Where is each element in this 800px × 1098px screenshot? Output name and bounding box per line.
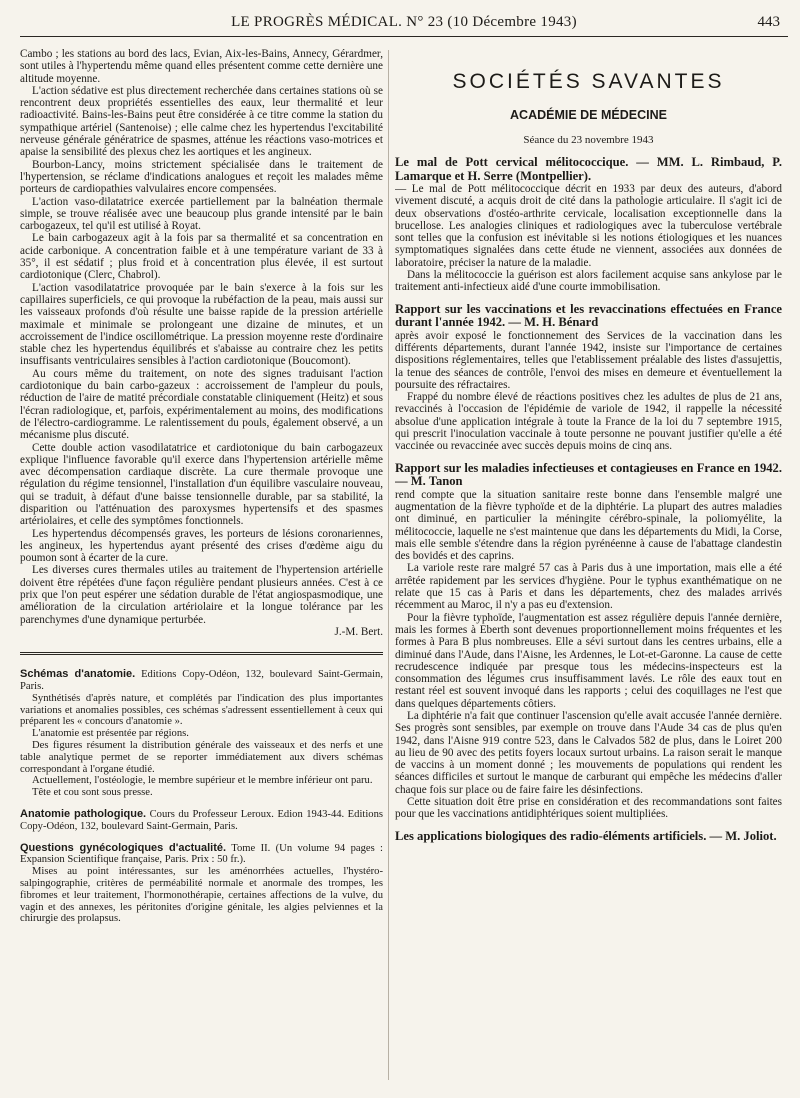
page-header <box>20 10 788 37</box>
body-paragraph: Les diverses cures thermales utiles au traitement de l'hypertension artérielle doivent être répétées d'une façon régulière pendant plusieurs années. C'est à ce prix que l'on peut espérer une sédation durable de l'état angiospasmodique, une amélioration de la circulation artériolaire et la longue tolérance par les parenchymes d'une dynamique perturbée. <box>20 564 383 626</box>
article <box>395 462 782 821</box>
article <box>395 830 782 844</box>
review-publisher: Cours du Professeur Leroux. Edion 1943-44. Editions Copy-Odéon, 132, boulevard Saint-Germain, Paris. <box>20 809 383 832</box>
review-heading <box>20 809 383 833</box>
review-paragraph: Tête et cou sont sous presse. <box>32 787 153 799</box>
body-paragraph: L'action vaso-dilatatrice exercée partiellement par la balnéation thermale simple, se trouve réalisée avec une beaucoup plus grande intensité par le bain carbogazeux, tel qu'il est utilisé à Royat. <box>20 195 383 233</box>
column-divider <box>388 50 389 1080</box>
left-column <box>20 48 383 1088</box>
article-title: Les applications biologiques des radio-éléments artificiels. — M. Joliot. <box>395 828 777 843</box>
book-review <box>20 669 383 799</box>
article-paragraph: La diphtérie n'a fait que continuer l'ascension qu'elle avait accusée l'année dernière. Ses progrès sont sensibles, par exemple on trouve dans l'Aude 34 cas de plus qu'en 1942, dans l'Aisne 919 contre 523, dans le Calvados 582 de plus, dans le Loiret 200 au lieu de 90 avec des petits foyers locaux surtout urbains. La raison serait le manque de vaccins à un moment donné ; les mouvements de populations qui rendent les séances difficiles et surtout le manque de carburant qui empêche les médecins d'aller chaque fois sur place ou de faire faire les désinfections. <box>395 709 782 796</box>
page-number: 443 <box>757 14 780 30</box>
review-paragraph: L'anatomie est présentée par régions. <box>32 728 189 740</box>
review-title: Anatomie pathologique. <box>20 808 147 821</box>
article-title: Rapport sur les vaccinations et les revaccinations effectuées en France durant l'année 1942. — M. H. Bénard <box>395 301 782 330</box>
review-title: Questions gynécologiques d'actualité. <box>20 841 227 854</box>
section-divider <box>20 652 383 655</box>
session-date: Séance du 23 novembre 1943 <box>523 134 654 146</box>
review-paragraph: Mises au point intéressantes, sur les aménorrhées actuelles, l'hystéro-salpingographie, critères de perméabilité normale et anormale des trompes, les fibromes et leur traitement, l'hormonothérapie, certaines affections de la vulve, du vagin et des annexes, les péritonites d'origine génitale, les algies pelviennes et la chirurgie des prolapsus. <box>20 866 383 925</box>
review-publisher: Tome II. (Un volume 94 pages : Expansion Scientifique française, Paris. Prix : 50 fr.). <box>20 842 383 866</box>
book-review <box>20 843 383 926</box>
article-paragraph: Pour la fièvre typhoïde, l'augmentation est assez régulière depuis l'année dernière, mais les formes à Eberth sont devenues proportionnellement moins fréquentes et les formes à Para B plus nombreuses. Elle a sévi surtout dans les centres urbains, elle a diminué dans l'Aude, dans l'Aisne, les Ardennes, le Lot-et-Garonne. La cause de cette recrudescence indiquée par presque tous les médecins-inspecteurs est la consommation des légumes crus insuffisamment lavés. Le rôle des eaux tout en restant réel est souvent invoqué dans les rapports ; celui des coquillages ne l'est que dans quelques départements côtiers. <box>395 611 782 710</box>
review-paragraph: Synthétisés d'après nature, et complétés par l'indication des plus importantes variations et anomalies possibles, ces schémas s'adressent essentiellement à ceux qui préparent les « concours d'anatomie ». <box>20 692 383 728</box>
review-publisher: Editions Copy-Odéon, 132, boulevard Saint-Germain, Paris. <box>20 669 383 693</box>
body-paragraph: L'action vasodilatatrice provoquée par le bain s'exerce à la fois sur les capillaires superficiels, ce qui provoque la rubéfaction de la peau, mais aussi sur les vaisseaux profonds d'où résulte une baisse rapide de la pression artérielle maximale et minimale se prolongeant une dizaine de minutes, et un accroissement de l'indice oscillométrique. La pression moyenne reste d'ordinaire stable chez les hypertendus équilibrés et s'abaisse au contraire chez les petits insuffisants ventriculaires sensibles à l'action cardiotonique (Boucomont). <box>20 281 383 368</box>
body-paragraph: L'action sédative est plus directement recherchée dans certaines stations où se rencontrent deux propriétés essentielles des eaux, leur thermalité et leur radioactivité. Bains-les-Bains peut être considérée à ce titre comme la station du sympathique artériel (Santenoise) ; elle calme chez les hypertendus l'excitabilité nerveuse générale génératrice de spasmes, atténue les réactions vaso-motrices et apaise la sensibilité des plexus chez les aortiques et les angineux. <box>20 84 383 159</box>
article-paragraph: Frappé du nombre élevé de réactions positives chez les adultes de plus de 21 ans, revaccinés à l'occasion de l'épidémie de variole de 1942, il rappelle la nécessité absolue d'une application intégrale à toute la France de la loi du 7 septembre 1915, qui prescrit l'inoculation vaccinale à toute personne ne pouvant justifier qu'elle a été vaccinée ou revaccinée avec succès depuis moins de cinq ans. <box>395 391 782 453</box>
body-paragraph: Cambo ; les stations au bord des lacs, Evian, Aix-les-Bains, Annecy, Gérardmer, sont utiles à l'hypertendu même quand elles présentent comme cette dernière une altitude moyenne. <box>20 48 383 85</box>
body-paragraph: Au cours même du traitement, on note des signes traduisant l'action cardiotonique du bain carbo-gazeux : accroissement de l'ampleur du pouls, réduction de l'aire de matité précordiale constatable cliniquement (Heitz) et sous l'écran radiologique, et, parfois, expérimentalement au moins, des modifications de l'électro-cardiogramme. Le ralentissement du pouls, également observé, a un mécanisme plus discuté. <box>20 367 383 442</box>
article-title: Rapport sur les maladies infectieuses et contagieuses en France en 1942. — M. Tanon <box>395 460 782 489</box>
review-heading <box>20 843 383 867</box>
article <box>395 156 782 294</box>
article-paragraph: — Le mal de Pott mélitococcique décrit en 1933 par deux des auteurs, d'abord vivement discuté, a acquis droit de cité dans la pathologie articulaire. Il s'agit ici de deux observations d'ostéo-arthrite cervicale, localisation exceptionnelle dans la brucellose. Les analogies cliniques et radiologiques avec la tuberculose vertébrale sont telles que la confusion est inévitable si les notions étiologiques et les nuances symptomatiques signalées dans cette étude ne viennent, associées aux données de laboratoire, préciser la nature de la maladie. <box>395 183 782 269</box>
review-paragraph: Des figures résument la distribution générale des vaisseaux et des nerfs et une table analytique permet de se reporter immédiatement aux divers schémas correspondant à l'organe étudié. <box>20 740 383 775</box>
article-paragraph: La variole reste rare malgré 57 cas à Paris dus à une importation, mais elle a été arrêtée rapidement par les services d'hygiène. Pour le typhus exanthématique on ne relate que 15 cas à Paris et dans les départements, chez des malades arrivés récemment au Maroc, il n'y a pas eu d'extension. <box>395 562 782 612</box>
body-paragraph: Cette double action vasodilatatrice et cardiotonique du bain carbogazeux explique l'influence favorable qu'il exerce dans l'hypertension artérielle même avec décompensation cardiaque discrète. La cure thermale provoque une régulation du régime tensionnel, l'installation d'un équilibre vasculaire nouveau, qui se traduit, à défaut d'une baisse tensionnelle durable, par sa stabilité, la disparition ou l'atténuation des paroxysmes hypertensifs et des spasmes artériolaires, et celle des symptômes fonctionnels. <box>20 441 383 528</box>
body-paragraph: Les hypertendus décompensés graves, les porteurs de lésions coronariennes, les angineux, les hypertendus ayant présenté des crises d'œdème aigu du poumon sont à écarter de la cure. <box>20 527 383 565</box>
article-paragraph: Cette situation doit être prise en considération et des recommandations sont faites pour que les vaccinations antidiphtériques soient multipliées. <box>395 796 782 821</box>
article-title: Le mal de Pott cervical mélitococcique. — MM. L. Rimbaud, P. Lamarque et H. Serre (Montpellier). <box>395 155 782 183</box>
right-column <box>395 48 782 1088</box>
subsection-heading: ACADÉMIE DE MÉDECINE <box>510 108 667 122</box>
article-paragraph: Dans la mélitococcie la guérison est alors facilement acquise sans ankylose par le traitement anti-infectieux aidé d'une courte immobilisation. <box>395 269 782 294</box>
article <box>395 303 782 453</box>
section-heading: SOCIÉTÉS SAVANTES <box>452 70 725 93</box>
review-title: Schémas d'anatomie. <box>20 668 136 681</box>
body-paragraph: Le bain carbogazeux agit à la fois par sa thermalité et sa concentration en acide carbonique. A concentration faible et à une température variant de 33 à 35°, il est sédatif ; plus froid et à concentration plus élevée, il est surtout cardiotonique (Clerc, Chabrol). <box>20 232 383 282</box>
article-paragraph: rend compte que la situation sanitaire reste bonne dans l'ensemble malgré une augmentation de la fièvre typhoïde et de la diphtérie. La plupart des autres maladies ont diminué, en particulier la méningite cérébro-spinale, la poliomyélite, la mélitococcie, laquelle ne s'est maintenue que dans les départements du Midi, la Corse, mais elle semble s'étendre dans la région pyrénéenne à cause de l'abattage clandestin des bovidés et des caprins. <box>395 488 782 563</box>
article-paragraph: après avoir exposé le fonctionnement des Services de la vaccination dans les différents départements, durant l'année 1942, insiste sur l'importance de certaines dispositions réglementaires, telles que l'etablissement préalable des listes d'assujettis, la tenue des séances de contrôle, l'envoi des mises en demeure et éventuellement la poursuite des réfractaires. <box>395 329 782 391</box>
article-signature: J.-M. Bert. <box>334 625 383 638</box>
journal-header-title: LE PROGRÈS MÉDICAL. N° 23 (10 Décembre 1943) <box>231 14 577 30</box>
review-heading <box>20 669 383 693</box>
body-paragraph: Bourbon-Lancy, moins strictement spécialisée dans le traitement de l'hypertension, se réclame d'indications analogues et reçoit les malades même porteurs de cardiopathies valvulaires encore compensées. <box>20 158 383 196</box>
review-paragraph: Actuellement, l'ostéologie, le membre supérieur et le membre inférieur ont paru. <box>32 775 373 787</box>
book-review <box>20 809 383 833</box>
